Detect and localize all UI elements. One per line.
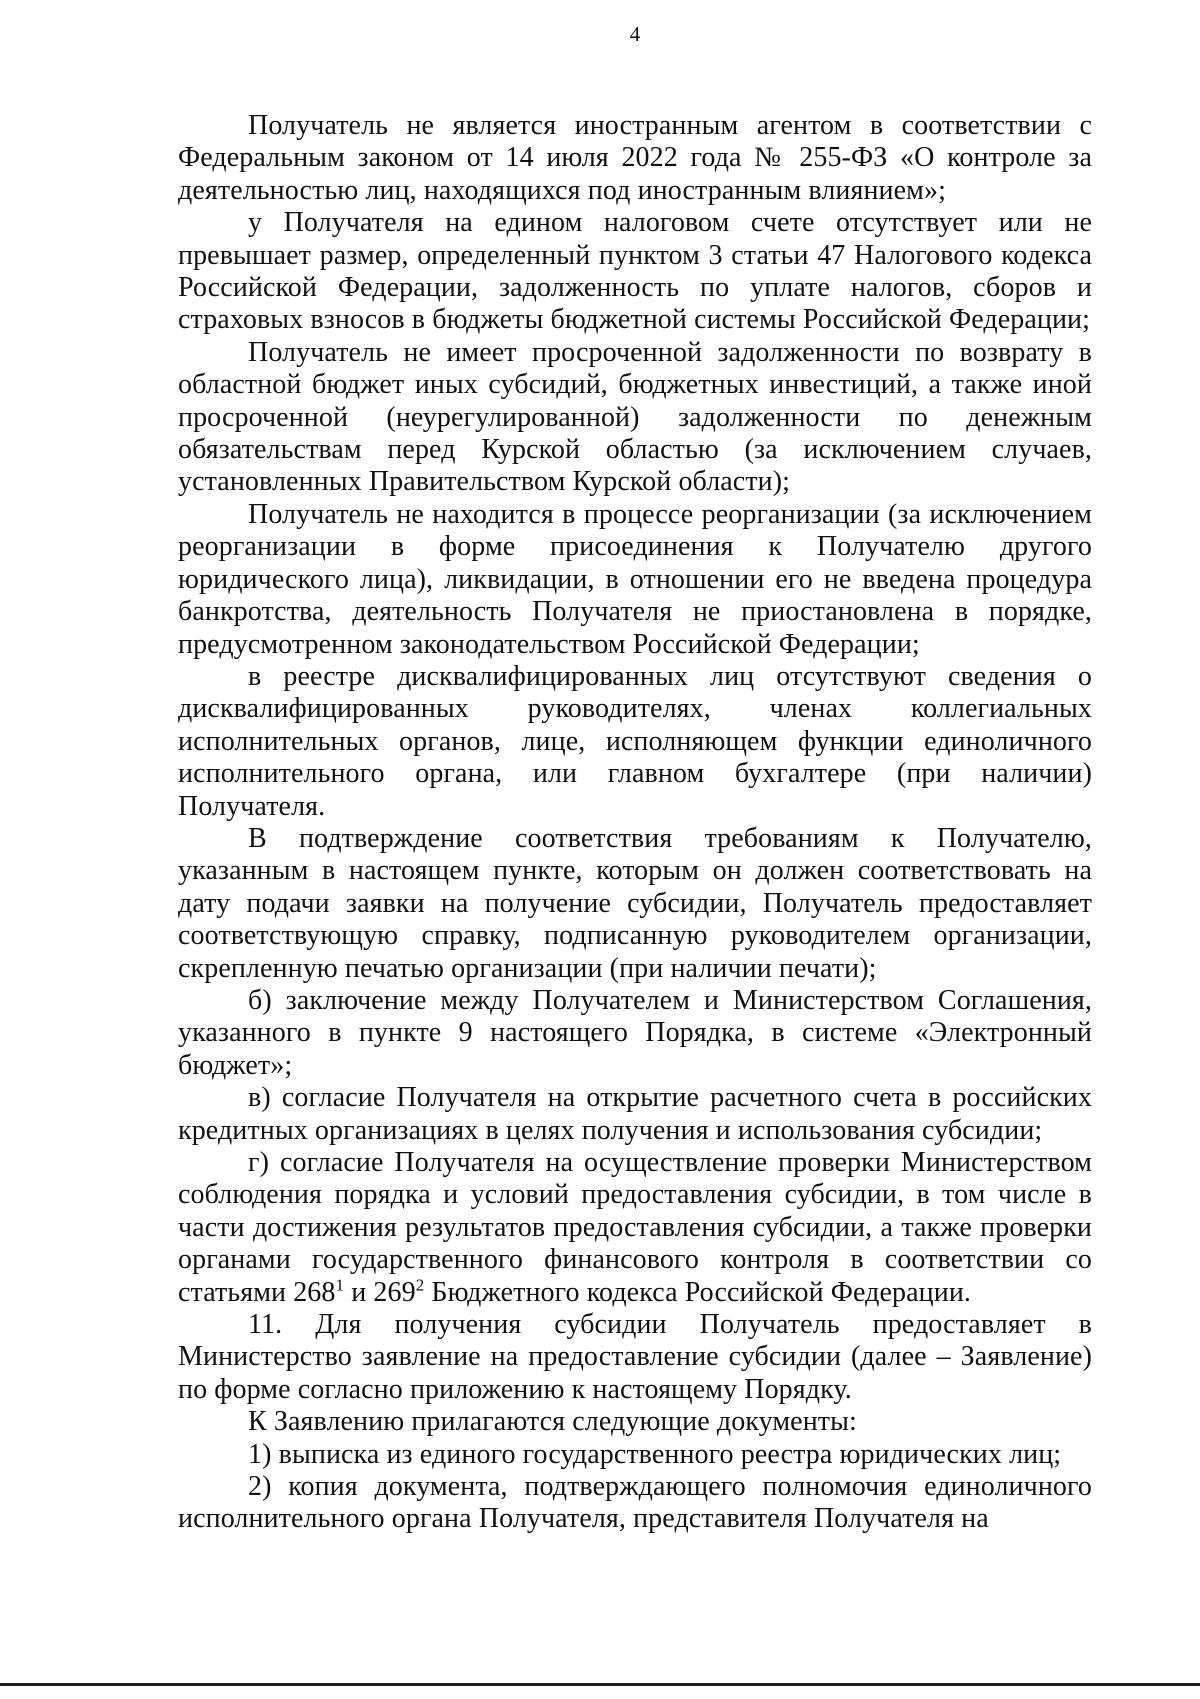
document-body [178, 110, 1092, 1536]
paragraph-item-b: б) заключение между Получателем и Министерством Соглашения, указанного в пункте 9 настоящего Порядка, в системе «Электронный бюджет»; [178, 984, 1092, 1081]
item-g-text-middle: и 269 [344, 1276, 416, 1308]
paragraph-disqualified-registry: в реестре дисквалифицированных лиц отсутствуют сведения о дисквалифицированных руководителях, членах коллегиальных исполнительных органов, лице, исполняющем функции единоличного исполнительного органа, или главном бухгалтере (при наличии) Получателя. [178, 660, 1092, 822]
paragraph-tax-debt: у Получателя на едином налоговом счете отсутствует или не превышает размер, определенный пунктом 3 статьи 47 Налогового кодекса Российской Федерации, задолженность по уплате налогов, сборов и страховых взносов в бюджеты бюджетной системы Российской Федерации; [178, 207, 1092, 336]
paragraph-item-g [178, 1147, 1092, 1309]
paragraph-attachment-1: 1) выписка из единого государственного реестра юридических лиц; [248, 1438, 1062, 1470]
paragraph-attachments-intro: К Заявлению прилагаются следующие документы: [248, 1406, 857, 1438]
paragraph-item-v: в) согласие Получателя на открытие расчетного счета в российских кредитных организациях в целях получения и использования субсидии; [178, 1082, 1092, 1146]
superscript-2: 2 [415, 1275, 425, 1295]
paragraph-foreign-agent: Получатель не является иностранным агентом в соответствии с Федеральным законом от 14 июля 2022 года № 255-ФЗ «О контроле за деятельностью лиц, находящихся под иностранным влиянием»; [178, 110, 1092, 206]
paragraph-confirmation: В подтверждение соответствия требованиям к Получателю, указанным в настоящем пункте, которым он должен соответствовать на дату подачи заявки на получение субсидии, Получатель предоставляет соответствующую справку, подписанную руководителем организации, скрепленную печатью организации (при наличии печати); [178, 822, 1092, 984]
scan-edge-line [0, 1683, 1200, 1686]
page-number: 4 [629, 22, 641, 46]
item-g-text-before: г) согласие Получателя на осуществление проверки Министерством соблюдения порядка и условий предоставления субсидии, в том числе в части достижения результатов предоставления субсидии, а также проверки органами государственного финансового контроля в соответствии со статьями 268 [178, 1147, 1092, 1308]
paragraph-section-11: 11. Для получения субсидии Получатель предоставляет в Министерство заявление на предоставление субсидии (далее – Заявление) по форме согласно приложению к настоящему Порядку. [178, 1309, 1092, 1405]
item-g-text-after: Бюджетного кодекса Российской Федерации. [424, 1276, 972, 1308]
paragraph-overdue-debt: Получатель не имеет просроченной задолженности по возврату в областной бюджет иных субсидий, бюджетных инвестиций, а также иной просроченной (неурегулированной) задолженности по денежным обязательствам перед Курской областью (за исключением случаев, установленных Правительством Курской области); [178, 336, 1092, 498]
paragraph-attachment-2: 2) копия документа, подтверждающего полномочия единоличного исполнительного органа Получателя, представителя Получателя на [178, 1471, 1092, 1535]
paragraph-reorganization: Получатель не находится в процессе реорганизации (за исключением реорганизации в форме присоединения к Получателю другого юридического лица), ликвидации, в отношении его не введена процедура банкротства, деятельность Получателя не приостановлена в порядке, предусмотренном законодательством Российской Федерации; [178, 498, 1092, 660]
superscript-1: 1 [335, 1275, 345, 1295]
